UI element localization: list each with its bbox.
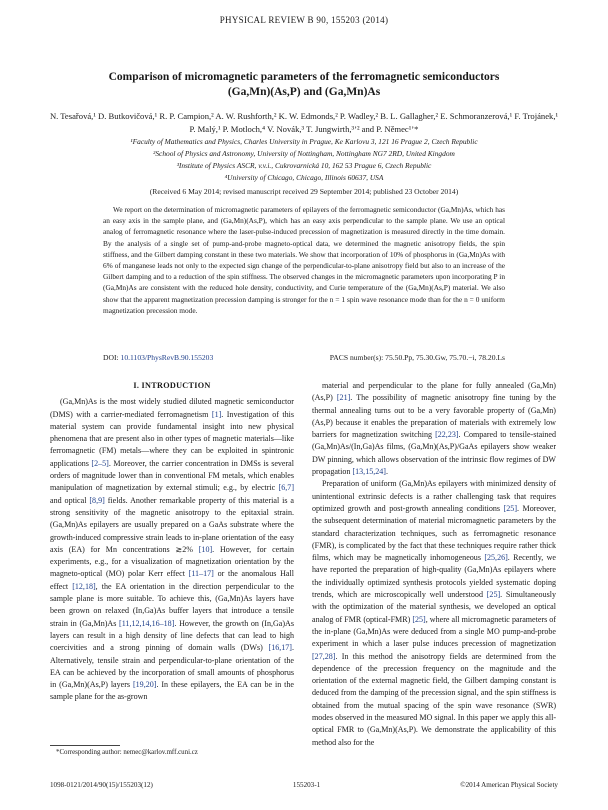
text-run: , where all micromagnetic parameters of the in-plane (Ga,Mn)As were deduced from a single MO pump-and-probe experiment in which a laser pulse induces precession of magnetization <box>312 614 556 649</box>
text-run: . However, for certain experiments, e.g., for a visualization of magnetization orientation by the magneto-optical (MO) polar Kerr effect <box>50 544 294 579</box>
affiliation: ³Institute of Physics ASCR, v.v.i., Cukrovarnická 10, 162 53 Prague 6, Czech Republic <box>176 161 432 170</box>
copyright: ©2014 American Physical Society <box>460 781 558 789</box>
right-column <box>312 380 556 749</box>
citation-link[interactable]: [25,26] <box>484 553 508 563</box>
footnote-rule <box>50 745 120 746</box>
text-run: . In this method the anisotropy fields are determined from the dependence of the precession frequency on the magnitude and the orientation of the external magnetic field, the Gilbert damping constant is deduced from the damping of the precession signal, and the spin stiffness is obtained from the mutual spacing of the spin wave resonance (SWR) modes observed in the measured MO signal. In this paper we apply this all-optical FMR to (Ga,Mn)(As,P). We demonstrate the applicability of this method also for the <box>312 651 556 747</box>
citation-link[interactable]: [2–5] <box>91 458 109 468</box>
citation-link[interactable]: [1] <box>211 409 222 419</box>
citation-link[interactable]: [11–17] <box>188 569 214 579</box>
body-paragraph <box>50 396 294 703</box>
footnote: *Corresponding author: nemec@karlov.mff.cuni.cz <box>56 749 198 756</box>
body-paragraph <box>312 380 556 478</box>
page-number: 155203-1 <box>292 781 321 789</box>
doi-pacs-line <box>103 353 505 362</box>
text-run: (Ga,Mn)As is the most widely studied diluted magnetic semiconductor (DMS) with a carrier-mediated ferromagnetism <box>50 397 294 419</box>
citation-link[interactable]: [19,20] <box>132 680 157 690</box>
text-run: . In these epilayers, the EA can be in the sample plane for the as-grown <box>50 680 295 702</box>
citation-link[interactable]: [16,17] <box>268 643 292 653</box>
doi-label: DOI: <box>103 353 119 362</box>
text-run: . Investigation of this material system can provide fundamental insight into new physical phenomena that are present also in other types of magnetic materials—like ferromagnetic (FM) metals—where they can be exploited in spintronic applications <box>50 409 294 468</box>
left-column <box>50 380 294 704</box>
text-run: . Recently, we have reported the preparation of high-quality (Ga,Mn)As epilayers where the individually optimized synthesis protocols yielded systematic doping trends, which are microscopically well understood <box>312 553 556 600</box>
text-run: . Simultaneously with the optimization of the material synthesis, we developed an optical analog of FMR (optical-FMR) <box>312 590 556 624</box>
text-run: . Alternatively, tensile strain and perpendicular-to-plane orientation of the EA can be achieved by the incorporation of small amounts of phosphorus in (Ga,Mn)(As,P) layers <box>50 643 294 690</box>
affiliations <box>48 136 560 184</box>
citation-link[interactable]: [22,23] <box>435 430 459 440</box>
affiliation: ²School of Physics and Astronomy, University of Nottingham, Nottingham NG7 2RD, United Kingdom <box>153 149 455 158</box>
abstract: We report on the determination of micromagnetic parameters of epilayers of the ferromagnetic semiconductor (Ga,Mn)As, which has an easy axis in the sample plane, and (Ga,Mn)(As,P), which has an easy axis perpendicular to the sample plane. We use an optical analog of ferromagnetic resonance where the laser-pulse-induced precession of magnetization is measured directly in the time domain. By the analysis of a single set of pump-and-probe magneto-optical data, we determined the magnetic anisotropy fields, the spin stiffness, and the Gilbert damping constant in these two materials. We show that incorporation of 10% of phosphorus in (Ga,Mn)As with 6% of manganese leads not only to the expected sign change of the perpendicular-to-plane anisotropy field but also to an increase of the Gilbert damping and to a reduction of the spin stiffness. The observed changes in the micromagnetic parameters upon incorporating P in (Ga,Mn)As are consistent with the reduced hole density, conductivity, and Curie temperature of the (Ga,Mn)(As,P) material. We also show that the apparent magnetization precession damping is stronger for the n = 1 spin wave resonance mode than for the n = 0 uniform magnetization precession mode. <box>103 205 505 315</box>
citation-link[interactable]: [8,9] <box>89 495 105 505</box>
pacs-numbers: PACS number(s): 75.50.Pp, 75.30.Gw, 75.70.−i, 78.20.Ls <box>329 353 505 362</box>
doi-link[interactable]: 10.1103/PhysRevB.90.155203 <box>120 353 214 362</box>
body-paragraph <box>312 478 556 749</box>
paper-title: Comparison of micromagnetic parameters of the ferromagnetic semiconductors (Ga,Mn)(As,P) and (Ga,Mn)As <box>108 71 500 98</box>
affiliation: ⁴University of Chicago, Chicago, Illinois 60637, USA <box>224 173 384 182</box>
received-dates: (Received 6 May 2014; revised manuscript received 29 September 2014; published 23 October 2014) <box>149 187 459 196</box>
text-run: . <box>385 467 388 477</box>
citation-link[interactable]: [21] <box>336 393 351 403</box>
text-run: material and perpendicular to the plane for fully annealed (Ga,Mn)(As,P) <box>312 381 556 403</box>
citation-link[interactable]: [25] <box>503 503 517 513</box>
text-run: fields. Another remarkable property of this material is a strong sensitivity of the magnetic anisotropy to the epitaxial strain. (Ga,Mn)As epilayers are usually prepared on a GaAs substrate where the growth-induced compressive strain leads to in-plane orientation of the easy axis (EA) for Mn concentrations ≳2% <box>50 495 295 554</box>
text-run: . Moreover, the subsequent determination of material micromagnetic parameters by the standard characterization techniques, such as ferromagnetic resonance (FMR), is complicated by the fact that these techniques require rather thick films, which may be magnetically inhomogeneous <box>312 503 556 563</box>
text-run: . Compared to tensile-stained (Ga,Mn)As/(In,Ga)As films, (Ga,Mn)(As,P)/GaAs epilayers show weaker DW pinning, which allows observation of the intrinsic flow regimes of DW propagation <box>312 430 556 477</box>
text-run: and optical <box>50 495 90 505</box>
citation-link[interactable]: [13,15,24] <box>352 467 386 477</box>
citation-link[interactable]: [12,18] <box>72 581 96 591</box>
footer-issn: 1098-0121/2014/90(15)/155203(12) <box>50 781 153 789</box>
citation-link[interactable]: [6,7] <box>278 483 294 493</box>
doi-group <box>103 353 213 362</box>
citation-link[interactable]: [11,12,14,16–18] <box>119 618 175 628</box>
text-run: , the EA orientation in the direction perpendicular to the sample plane is more suitable. To achieve this, (Ga,Mn)As layers have been grown on relaxed (In,Ga)As buffer layers that introduce a tensile strain in (Ga,Mn)As <box>50 581 294 628</box>
text-run: or the anomalous Hall effect <box>50 569 294 591</box>
author-list: N. Tesařová,¹ D. Butkovičová,¹ R. P. Campion,² A. W. Rushforth,² K. W. Edmonds,² P. Wadley,² B. L. Gallagher,² E. Schmoranzerová,¹ F. Trojánek,¹ P. Malý,¹ P. Motloch,⁴ V. Novák,³ T. Jungwirth,³ʼ² and P. Němec¹ʼ* <box>49 111 559 134</box>
section-heading: I. INTRODUCTION <box>133 381 211 390</box>
citation-link[interactable]: [27,28] <box>312 651 336 661</box>
page-footer <box>50 781 558 789</box>
affiliation: ¹Faculty of Mathematics and Physics, Charles University in Prague, Ke Karlovu 3, 121 16 Prague 2, Czech Republic <box>130 137 478 146</box>
citation-link[interactable]: [10] <box>198 544 213 554</box>
text-run: Preparation of uniform (Ga,Mn)As epilayers with minimized density of unintentional extrinsic defects is a rather challenging task that requires optimized growth and post-growth annealing conditions <box>312 479 556 513</box>
text-run: . The possibility of magnetic anisotropy fine tuning by the thermal annealing turns out to be a very favorable property of (Ga,Mn)(As,P) because it enables the preparation of materials with extremely low barriers for magnetization switching <box>312 393 556 440</box>
journal-header: PHYSICAL REVIEW B 90, 155203 (2014) <box>219 15 389 25</box>
text-run: . Moreover, the carrier concentration in DMSs is several orders of magnitude lower than in conventional FM metals, which enables manipulation of magnetization by external stimuli; e.g., by electric <box>50 458 294 493</box>
citation-link[interactable]: [25] <box>412 614 426 624</box>
citation-link[interactable]: [25] <box>486 590 501 600</box>
text-run: . However, the growth on (In,Ga)As layers can result in a high density of line defects that can lead to high coercivities and a strong pinning of domain walls (DWs) <box>50 618 294 653</box>
